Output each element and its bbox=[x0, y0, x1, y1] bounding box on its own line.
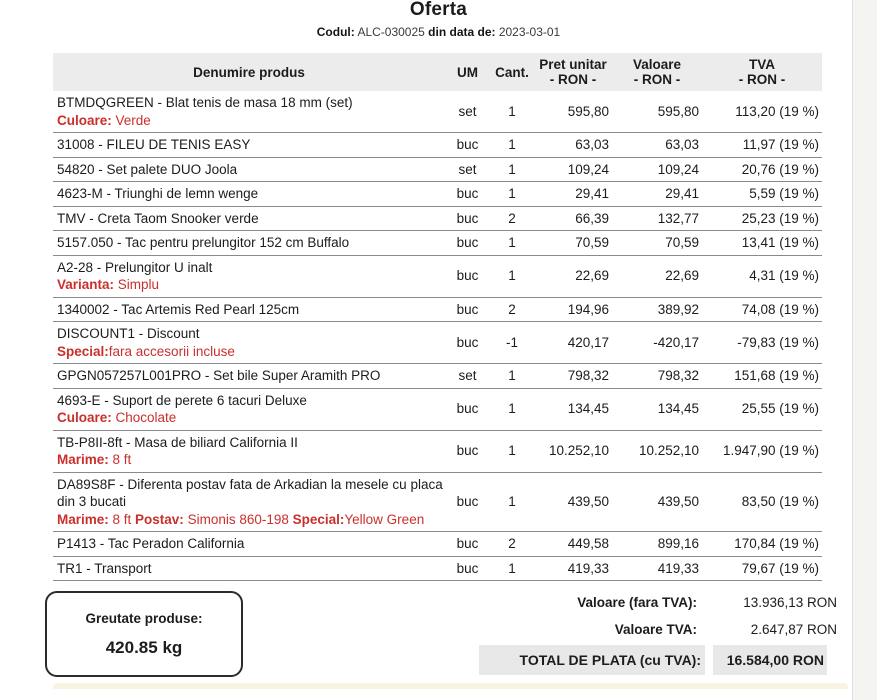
qty-cell: 1 bbox=[490, 231, 534, 256]
unit-price-cell: 66,39 bbox=[534, 206, 612, 231]
unit-price-cell: 22,69 bbox=[534, 255, 612, 297]
vat-cell: -79,83 (19 %) bbox=[702, 322, 822, 364]
qty-cell: 1 bbox=[490, 91, 534, 133]
product-attributes bbox=[57, 112, 443, 130]
table-row bbox=[53, 91, 822, 133]
unit-price-cell: 63,03 bbox=[534, 133, 612, 158]
unit-price-cell: 29,41 bbox=[534, 182, 612, 207]
value-cell: 29,41 bbox=[612, 182, 702, 207]
value-cell: 70,59 bbox=[612, 231, 702, 256]
attribute-value: 8 ft bbox=[108, 511, 136, 527]
product-name-cell bbox=[53, 364, 445, 389]
qty-cell: 1 bbox=[490, 157, 534, 182]
um-cell: buc bbox=[445, 388, 490, 430]
product-name-cell bbox=[53, 388, 445, 430]
qty-cell: 2 bbox=[490, 206, 534, 231]
qty-cell: 2 bbox=[490, 297, 534, 322]
grand-total-value: 16.584,00 RON bbox=[713, 645, 827, 675]
um-cell: buc bbox=[445, 532, 490, 557]
product-attributes bbox=[57, 409, 443, 427]
vat-cell: 83,50 (19 %) bbox=[702, 472, 822, 532]
product-attributes bbox=[57, 451, 443, 469]
vat-cell: 13,41 (19 %) bbox=[702, 231, 822, 256]
product-name-cell bbox=[53, 157, 445, 182]
vat-cell: 79,67 (19 %) bbox=[702, 556, 822, 581]
table-row bbox=[53, 133, 822, 158]
attribute-label: Special: bbox=[292, 511, 345, 527]
date-label: din data de: bbox=[428, 25, 496, 39]
product-name-cell bbox=[53, 182, 445, 207]
cutoff-note-strip bbox=[53, 683, 848, 689]
table-row bbox=[53, 472, 822, 532]
table-row bbox=[53, 430, 822, 472]
vat-cell: 11,97 (19 %) bbox=[702, 133, 822, 158]
vat-total-row bbox=[417, 616, 837, 643]
product-name-cell bbox=[53, 206, 445, 231]
weight-value: 420.85 kg bbox=[105, 637, 183, 657]
product-name: TR1 - Transport bbox=[57, 560, 152, 576]
qty-cell: 1 bbox=[490, 255, 534, 297]
table-row bbox=[53, 297, 822, 322]
vat-cell: 170,84 (19 %) bbox=[702, 532, 822, 557]
products-table-header bbox=[53, 53, 822, 91]
code-label: Codul: bbox=[316, 25, 355, 39]
header-product: Denumire produs bbox=[53, 53, 445, 91]
table-row bbox=[53, 388, 822, 430]
product-name: TMV - Creta Taom Snooker verde bbox=[57, 210, 259, 226]
qty-cell: 1 bbox=[490, 182, 534, 207]
product-attributes bbox=[57, 276, 443, 294]
um-cell: buc bbox=[445, 255, 490, 297]
vat-cell: 25,23 (19 %) bbox=[702, 206, 822, 231]
weight-label: Greutate produse: bbox=[85, 610, 203, 626]
table-row bbox=[53, 556, 822, 581]
qty-cell: 1 bbox=[490, 430, 534, 472]
product-name-cell bbox=[53, 532, 445, 557]
product-name: 31008 - FILEU DE TENIS EASY bbox=[57, 137, 251, 152]
um-cell: buc bbox=[445, 556, 490, 581]
weight-box bbox=[45, 591, 243, 677]
attribute-label: Culoare: bbox=[57, 410, 112, 425]
subtotal-row bbox=[417, 589, 837, 616]
attribute-label: Marime: bbox=[57, 511, 109, 527]
product-name-cell bbox=[53, 255, 445, 297]
product-attributes bbox=[57, 343, 443, 361]
qty-cell: 2 bbox=[490, 532, 534, 557]
attribute-label: Marime: bbox=[57, 452, 109, 467]
value-cell: 419,33 bbox=[612, 556, 702, 581]
value-cell: 109,24 bbox=[612, 157, 702, 182]
um-cell: buc bbox=[445, 430, 490, 472]
code-value: ALC-030025 bbox=[354, 25, 429, 39]
um-cell: buc bbox=[445, 206, 490, 231]
unit-price-cell: 419,33 bbox=[534, 556, 612, 581]
totals-block bbox=[417, 589, 837, 643]
value-cell: 798,32 bbox=[612, 364, 702, 389]
unit-price-cell: 70,59 bbox=[534, 231, 612, 256]
product-name: DA89S8F - Diferenta postav fata de Arkadian la mesele cu placa din 3 bucati bbox=[57, 476, 443, 509]
vat-cell: 113,20 (19 %) bbox=[702, 91, 822, 133]
header-um: UM bbox=[445, 53, 490, 91]
table-row bbox=[53, 532, 822, 557]
um-cell: buc bbox=[445, 231, 490, 256]
um-cell: set bbox=[445, 91, 490, 133]
product-name: 4623-M - Triunghi de lemn wenge bbox=[57, 186, 259, 201]
value-cell: 63,03 bbox=[612, 133, 702, 158]
header-value: Valoare - RON - bbox=[612, 53, 702, 91]
product-name: 5157.050 - Tac pentru prelungitor 152 cm Buffalo bbox=[57, 235, 350, 250]
um-cell: buc bbox=[445, 297, 490, 322]
unit-price-cell: 439,50 bbox=[534, 472, 612, 532]
attribute-value: Chocolate bbox=[111, 410, 177, 425]
um-cell: buc bbox=[445, 322, 490, 364]
product-name: 4693-E - Suport de perete 6 tacuri Deluxe bbox=[57, 392, 307, 408]
header-unit-price: Pret unitar - RON - bbox=[534, 53, 612, 91]
attribute-label: Special: bbox=[57, 343, 109, 359]
um-cell: buc bbox=[445, 472, 490, 532]
unit-price-cell: 449,58 bbox=[534, 532, 612, 557]
vat-cell: 74,08 (19 %) bbox=[702, 297, 822, 322]
summary-footer bbox=[0, 582, 877, 689]
table-row bbox=[53, 231, 822, 256]
unit-price-cell: 109,24 bbox=[534, 157, 612, 182]
unit-price-cell: 10.252,10 bbox=[534, 430, 612, 472]
unit-price-cell: 595,80 bbox=[534, 91, 612, 133]
unit-price-cell: 194,96 bbox=[534, 297, 612, 322]
attribute-value: fara accesorii incluse bbox=[108, 343, 235, 359]
product-name: BTMDQGREEN - Blat tenis de masa 18 mm (set) bbox=[57, 95, 353, 110]
table-row bbox=[53, 157, 822, 182]
product-name: P1413 - Tac Peradon California bbox=[57, 536, 245, 551]
product-name-cell bbox=[53, 91, 445, 133]
vat-cell: 4,31 (19 %) bbox=[702, 255, 822, 297]
product-name-cell bbox=[53, 322, 445, 364]
qty-cell: 1 bbox=[490, 133, 534, 158]
product-name: 1340002 - Tac Artemis Red Pearl 125cm bbox=[57, 301, 300, 317]
product-name: TB-P8II-8ft - Masa de biliard California II bbox=[57, 434, 298, 450]
product-name-cell bbox=[53, 231, 445, 256]
product-name: DISCOUNT1 - Discount bbox=[57, 326, 200, 341]
vat-cell: 5,59 (19 %) bbox=[702, 182, 822, 207]
value-cell: 899,16 bbox=[612, 532, 702, 557]
unit-price-cell: 134,45 bbox=[534, 388, 612, 430]
subtotal-label: Valoare (fara TVA): bbox=[577, 595, 697, 610]
vat-cell: 20,76 (19 %) bbox=[702, 157, 822, 182]
attribute-label: Varianta: bbox=[57, 277, 115, 292]
vat-cell: 1.947,90 (19 %) bbox=[702, 430, 822, 472]
um-cell: set bbox=[445, 157, 490, 182]
qty-cell: 1 bbox=[490, 388, 534, 430]
product-name: GPGN057257L001PRO - Set bile Super Aramith PRO bbox=[57, 368, 381, 383]
table-row bbox=[53, 364, 822, 389]
vat-cell: 151,68 (19 %) bbox=[702, 364, 822, 389]
grand-total-band bbox=[479, 645, 827, 675]
product-name: A2-28 - Prelungitor U inalt bbox=[57, 259, 213, 275]
subtotal-value: 13.936,13 RON bbox=[743, 595, 837, 610]
table-row bbox=[53, 255, 822, 297]
product-name-cell bbox=[53, 472, 445, 532]
value-cell: 134,45 bbox=[612, 388, 702, 430]
product-attributes bbox=[57, 511, 443, 529]
grand-total-label: TOTAL DE PLATA (cu TVA): bbox=[479, 645, 705, 675]
attribute-value: Verde bbox=[111, 112, 151, 128]
value-cell: 595,80 bbox=[612, 91, 702, 133]
value-cell: 22,69 bbox=[612, 255, 702, 297]
table-row bbox=[53, 182, 822, 207]
vat-total-value: 2.647,87 RON bbox=[750, 622, 837, 637]
value-cell: 389,92 bbox=[612, 297, 702, 322]
attribute-label: Culoare: bbox=[57, 112, 112, 128]
um-cell: buc bbox=[445, 182, 490, 207]
value-cell: 10.252,10 bbox=[612, 430, 702, 472]
value-cell: 132,77 bbox=[612, 206, 702, 231]
attribute-value: Yellow Green bbox=[344, 511, 425, 527]
attribute-value: Simplu bbox=[114, 277, 160, 292]
document-code-line bbox=[0, 25, 877, 39]
unit-price-cell: 798,32 bbox=[534, 364, 612, 389]
header-qty: Cant. bbox=[490, 53, 534, 91]
attribute-value: Simonis 860-198 bbox=[183, 511, 293, 527]
vat-cell: 25,55 (19 %) bbox=[702, 388, 822, 430]
page-margin-strip bbox=[852, 0, 877, 700]
table-row bbox=[53, 206, 822, 231]
product-name-cell bbox=[53, 297, 445, 322]
vat-total-label: Valoare TVA: bbox=[614, 622, 697, 637]
value-cell: -420,17 bbox=[612, 322, 702, 364]
unit-price-cell: 420,17 bbox=[534, 322, 612, 364]
products-table-body bbox=[53, 91, 822, 581]
product-name-cell bbox=[53, 133, 445, 158]
page-title: Oferta bbox=[409, 0, 468, 20]
date-value: 2023-03-01 bbox=[495, 25, 561, 39]
um-cell: buc bbox=[445, 133, 490, 158]
product-name: 54820 - Set palete DUO Joola bbox=[57, 161, 238, 177]
header-vat: TVA - RON - bbox=[702, 53, 822, 91]
products-table bbox=[53, 53, 822, 581]
product-name-cell bbox=[53, 430, 445, 472]
qty-cell: -1 bbox=[490, 322, 534, 364]
qty-cell: 1 bbox=[490, 556, 534, 581]
qty-cell: 1 bbox=[490, 364, 534, 389]
attribute-label: Postav: bbox=[135, 511, 184, 527]
attribute-value: 8 ft bbox=[108, 452, 132, 467]
table-row bbox=[53, 322, 822, 364]
um-cell: set bbox=[445, 364, 490, 389]
value-cell: 439,50 bbox=[612, 472, 702, 532]
qty-cell: 1 bbox=[490, 472, 534, 532]
product-name-cell bbox=[53, 556, 445, 581]
